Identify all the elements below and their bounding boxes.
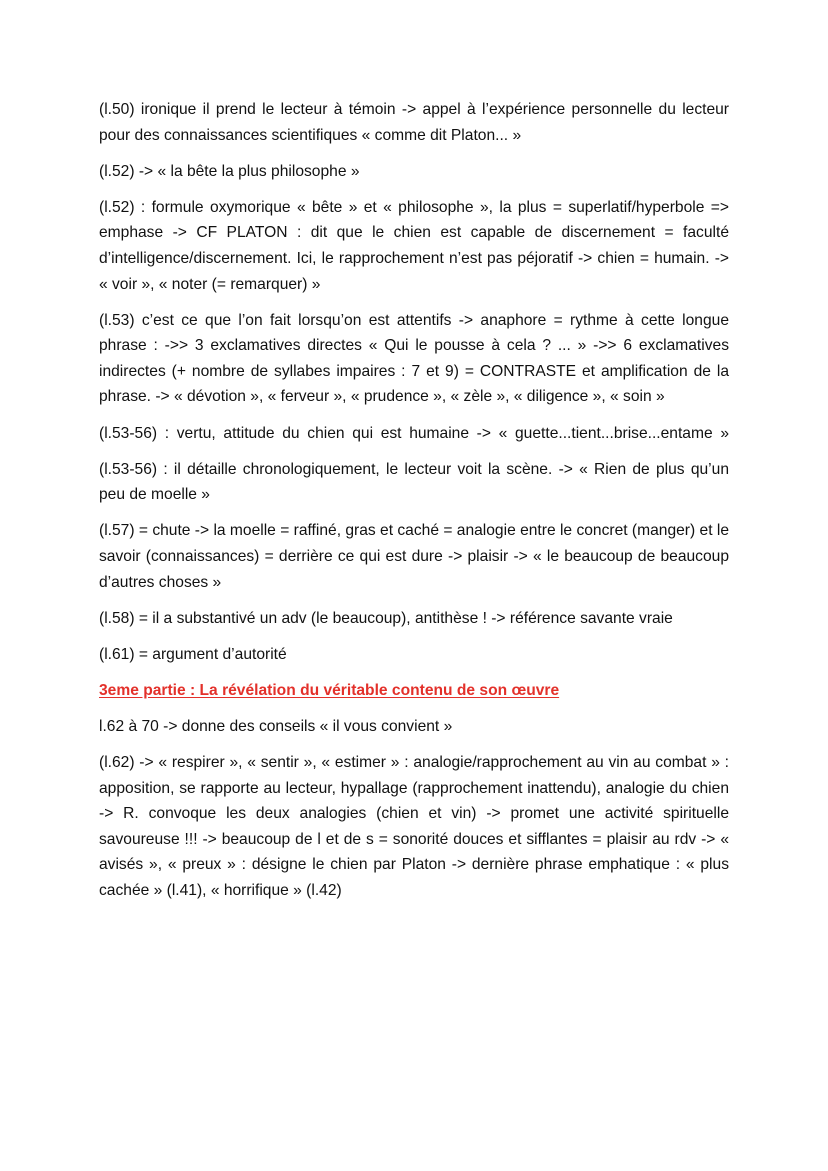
page-content bbox=[99, 97, 729, 914]
note-paragraph: (l.52) -> « la bête la plus philosophe » bbox=[99, 162, 360, 180]
note-paragraph: (l.52) : formule oxymorique « bête » et « philosophe », la plus = superlatif/hyperbole => emphase -> CF PLATON : dit que le chien est capable de discernement = faculté d’intelligence/discernement. Ici, le rapprochement n’est pas péjoratif -> chien = humain. -> « voir », « noter (= remarquer) » bbox=[99, 198, 729, 293]
note-paragraph: (l.53) c’est ce que l’on fait lorsqu’on est attentifs -> anaphore = rythme à cette longue phrase : ->> 3 exclamatives directes « Qui le pousse à cela ? ... » ->> 6 exclamatives indirectes (+ nombre de syllabes impaires : 7 et 9) = CONTRASTE et amplification de la phrase. -> « dévotion », « ferveur », « prudence », « zèle », « diligence », « soin » bbox=[99, 311, 729, 406]
note-paragraph: (l.62) -> « respirer », « sentir », « estimer » : analogie/rapprochement au vin au combat » : apposition, se rapporte au lecteur, hypallage (rapprochement inattendu), analogie du chien -> R. convoque les deux analogies (chien et vin) -> promet une activité spirituelle savoureuse !!! -> beaucoup de l et de s = sonorité douces et sifflantes = plaisir au rdv -> « avisés », « preux » : désigne le chien par Platon -> dernière phrase emphatique : « plus cachée » (l.41), « horrifique » (l.42) bbox=[99, 753, 729, 899]
note-paragraph: (l.53-56) : vertu, attitude du chien qui est humaine -> « guette...tient...brise...entame » bbox=[99, 424, 729, 442]
section-heading: 3eme partie : La révélation du véritable contenu de son œuvre bbox=[99, 681, 560, 699]
note-paragraph: (l.58) = il a substantivé un adv (le beaucoup), antithèse ! -> référence savante vraie bbox=[99, 609, 673, 627]
note-paragraph: (l.61) = argument d’autorité bbox=[99, 645, 287, 663]
note-paragraph: (l.57) = chute -> la moelle = raffiné, gras et caché = analogie entre le concret (manger) et le savoir (connaissances) = derrière ce qui est dure -> plaisir -> « le beaucoup de beaucoup d’autres choses » bbox=[99, 522, 729, 591]
note-paragraph: (l.53-56) : il détaille chronologiquement, le lecteur voit la scène. -> « Rien de plus qu’un peu de moelle » bbox=[99, 460, 729, 504]
note-paragraph: l.62 à 70 -> donne des conseils « il vous convient » bbox=[99, 717, 453, 735]
note-paragraph: (l.50) ironique il prend le lecteur à témoin -> appel à l’expérience personnelle du lecteur pour des connaissances scientifiques « comme dit Platon... » bbox=[99, 101, 729, 144]
